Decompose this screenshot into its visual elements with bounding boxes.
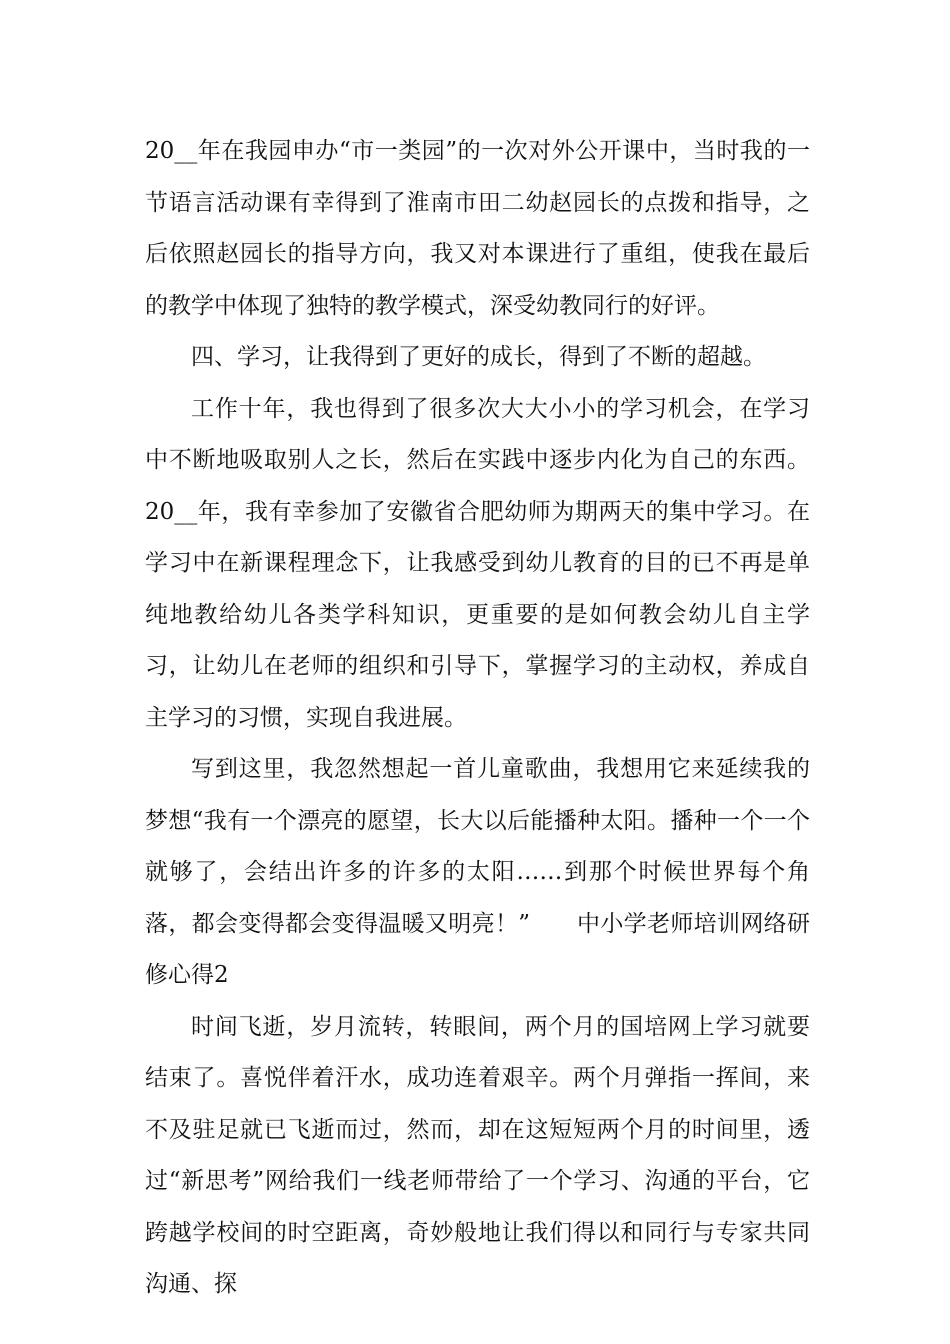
paragraph-1: 20__年在我园申办“市一类园”的一次对外公开课中，当时我的一节语言活动课有幸得到了淮南市田二幼赵园长的点拨和指导，之后依照赵园长的指导方向，我又对本课进行了重组，使我在最后的教学中体现了独特的教学模式，深受幼教同行的好评。 [145, 138, 810, 319]
document-body [145, 126, 810, 1311]
paragraph-3: 工作十年，我也得到了很多次大大小小的学习机会，在学习中不断地吸取别人之长，然后在实践中逐步内化为自己的东西。20__年，我有幸参加了安徽省合肥幼师为期两天的集中学习。在学习中在新课程理念下，让我感受到幼儿教育的目的已不再是单纯地教给幼儿各类学科知识，更重要的是如何教会幼儿自主学习，让幼儿在老师的组织和引导下，掌握学习的主动权，养成自主学习的习惯，实现自我进展。 [145, 395, 810, 731]
paragraph-2: 四、学习，让我得到了更好的成长，得到了不断的超越。 [191, 344, 766, 370]
paragraph-4: 写到这里，我忽然想起一首儿童歌曲，我想用它来延续我的梦想“我有一个漂亮的愿望，长大以后能播种太阳。播种一个一个就够了，会结出许多的许多的太阳……到那个时候世界每个角落，都会变得都会变得温暖又明亮！” 中小学老师培训网络研修心得2 [145, 756, 810, 988]
paragraph-5: 时间飞逝，岁月流转，转眼间，两个月的国培网上学习就要结束了。喜悦伴着汗水，成功连着艰辛。两个月弹指一挥间，来不及驻足就已飞逝而过，然而，却在这短短两个月的时间里，透过“新思考”网给我们一线老师带给了一个学习、沟通的平台，它跨越学校间的时空距离，奇妙般地让我们得以和同行与专家共同沟通、探 [145, 1013, 810, 1297]
